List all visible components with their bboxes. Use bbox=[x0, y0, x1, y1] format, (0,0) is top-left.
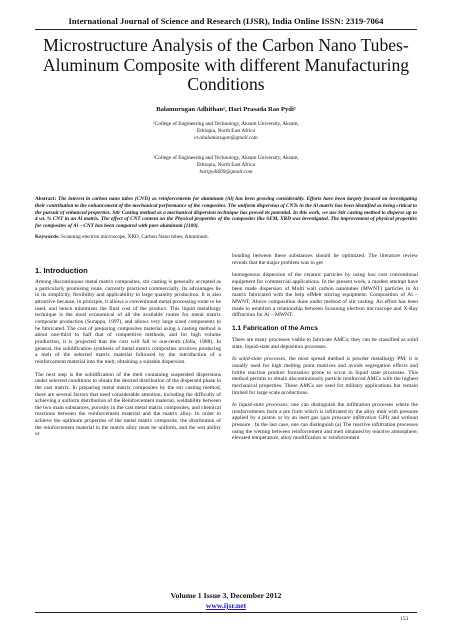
keywords-label: Keywords: bbox=[35, 234, 60, 240]
intro-paragraph-2: The next step is the solidification of the melt containing suspended dispersions under selected conditions to obtain the desired distribution of the dispersed phase in the cast matrix. In preparing metal matrix composites by the stir casting method, there are several factors that need considerable attention, including the difficulty of achieving a uniform distribution of the Reinforcement material, weldability between the two main substances, porosity in the cast metal matrix composites, and chemical reactions between the reinforcement material and the matrix alloy. In order to achieve the optimum properties of the metal matrix composite, the distribution of the reinforcement material in the matrix alloy must be uniform, and the wet ability or bbox=[35, 371, 221, 438]
affiliation-2-email[interactable]: haripydi609@gmail.com bbox=[199, 169, 253, 176]
footer-divider bbox=[35, 612, 417, 613]
solid-state-body: , the most spread method is powder metallurgy PM; it is usually used for high melting point matrices and avoids segregation effects and brittle reaction product formation prone to occur in liquid state processes. This method permits to obtain discontinuously particle reinforced AMCs with the highest mechanical properties. These AMCs are used for military applications but remain limited for large scale productions. bbox=[232, 356, 418, 396]
solid-state-lead: In solid-state processes bbox=[232, 356, 286, 363]
footer-url-link[interactable]: www.ijsr.net bbox=[205, 601, 247, 610]
subsection-heading-fabrication: 1.1 Fabrication of the Amcs bbox=[232, 324, 318, 332]
abstract bbox=[35, 196, 417, 230]
intro-paragraph-3: homogenous dispersion of the ceramic particles by using low cost conventional equipment for commercial applications. In the present work, a modest attempt have been made dispersion of Multi wall carbon nanotubes (MWNT) particles in Al matrix fabricated with the help ofMelt stirring equipment. Composition of Al – MWNT, Above composition done under method of stir casting. An effort has been made to establish a relationship between Scanning electron microscope and X-Ray diffraction for Al – MWNT. bbox=[232, 272, 418, 319]
liquid-state-body-a: , one can distinguish the infiltration processes where the reinforcements form a pre form which is infiltrated by the alloy melt with pressure applied by a piston or by an inert gas ( bbox=[232, 402, 418, 422]
liquid-state-lead: In liquid-state processes bbox=[232, 402, 288, 409]
solid-state-paragraph bbox=[232, 356, 418, 396]
footer-volume: Volume 1 Issue 3, December 2012 bbox=[170, 591, 282, 600]
affiliation-2 bbox=[80, 155, 372, 177]
keywords bbox=[35, 234, 417, 241]
right-column bbox=[232, 253, 418, 448]
keywords-text: Scanning electron microscope, XRD, Carbon Nano tubes, Aluminum. bbox=[61, 234, 209, 240]
affiliation-1 bbox=[80, 121, 372, 143]
intro-continuation: bonding between these substances should be optimized. The literature review reveals that the major problem was to get bbox=[232, 253, 418, 266]
intro-paragraph-1: Among discontinuous metal matrix composites, stir casting is generally accepted as a particularly promising route, currently practiced commercially. Its advantages lie in its simplicity, flexibility and applicability to large quantity production. It is also attractive because, in principle, it allows a conventional metal processing route to be used, and hence minimizes the final cost of the product. This liquid metallurgy technique is the most economical of all the available routes for metal matrix composite production (Surappa, 1997), and allows very large sized components to be fabricated. The cost of preparing composites material using a casting method is about one-third to half that of competitive methods, and for high volume production, it is projected that the cost will fall to one-tenth (Jolla, 1988). In general, the solidification synthesis of metal matrix composites involves producing a melt of the selected matrix material followed by the introduction of a reinforcement material into the melt, obtaining a suitable dispersion. bbox=[35, 279, 221, 365]
gpi-term: gas pressure infiltration bbox=[322, 415, 377, 422]
affiliation-1-line2: Ethiopia, North East Africa bbox=[197, 128, 255, 135]
paper-title: Microstructure Analysis of the Carbon Nano Tubes-Aluminum Composite with different Manufacturing Conditions bbox=[42, 35, 410, 94]
liquid-state-paragraph bbox=[232, 402, 418, 442]
author-list: Balamurugan Adhithan¹, Hari Prasada Rao Pydi² bbox=[156, 106, 296, 113]
header-divider bbox=[35, 29, 417, 30]
section-heading-introduction: 1. Introduction bbox=[35, 266, 88, 275]
left-column bbox=[35, 266, 221, 444]
abstract-label: Abstract: bbox=[35, 196, 57, 202]
abstract-text: The interest in carbon nano tubes (CNTs) as reinforcements for aluminum (Al) has been growing considerably. Efforts have been largely focused on investigating their contribution to the enhancement of the mechanical performance of the composites. The uniform dispersion of CNTs in the Al matrix has been identified as being critical to the pursuit of enhanced properties. Stir Casting method as a mechanical dispersion technique has proved its potential. In this work, we use Stir casting method to disperse up to 4 wt. % CNT in an Al matrix. The effect of CNT content on the Physical properties of the composites like SEM, XRD was investigated. The improvement of physical properties for composites of Al – CNT has been compared with pure aluminum [1100]. bbox=[35, 196, 418, 229]
liquid-state-body-b: GPI) and without pressure . In the last case, one can distinguish (a) The reactive infiltration processes using the wetting between reinforcement and melt obtained by reactive atmosphere, elevated temperature, alloy modification or reinforcement bbox=[232, 415, 418, 442]
journal-header: International Journal of Science and Research (IJSR), India Online ISSN: 2319-7064 bbox=[68, 16, 384, 26]
affiliation-2-line2: Ethiopia, North East Africa bbox=[197, 162, 255, 169]
affiliation-1-line1: ¹College of Engineering and Technology, Aksum University, Aksum, bbox=[153, 121, 299, 127]
fabrication-paragraph-1: There are many processes viable to fabricate AMCs; they can be classified as solid state, liquid-state and deposition processes. bbox=[232, 336, 418, 350]
affiliation-2-line1: ²College of Engineering and Technology, Aksum University, Aksum, bbox=[153, 155, 299, 161]
page-number: 153 bbox=[400, 616, 409, 622]
affiliation-1-email[interactable]: er.abalamurugan@gmail.com bbox=[194, 135, 258, 142]
